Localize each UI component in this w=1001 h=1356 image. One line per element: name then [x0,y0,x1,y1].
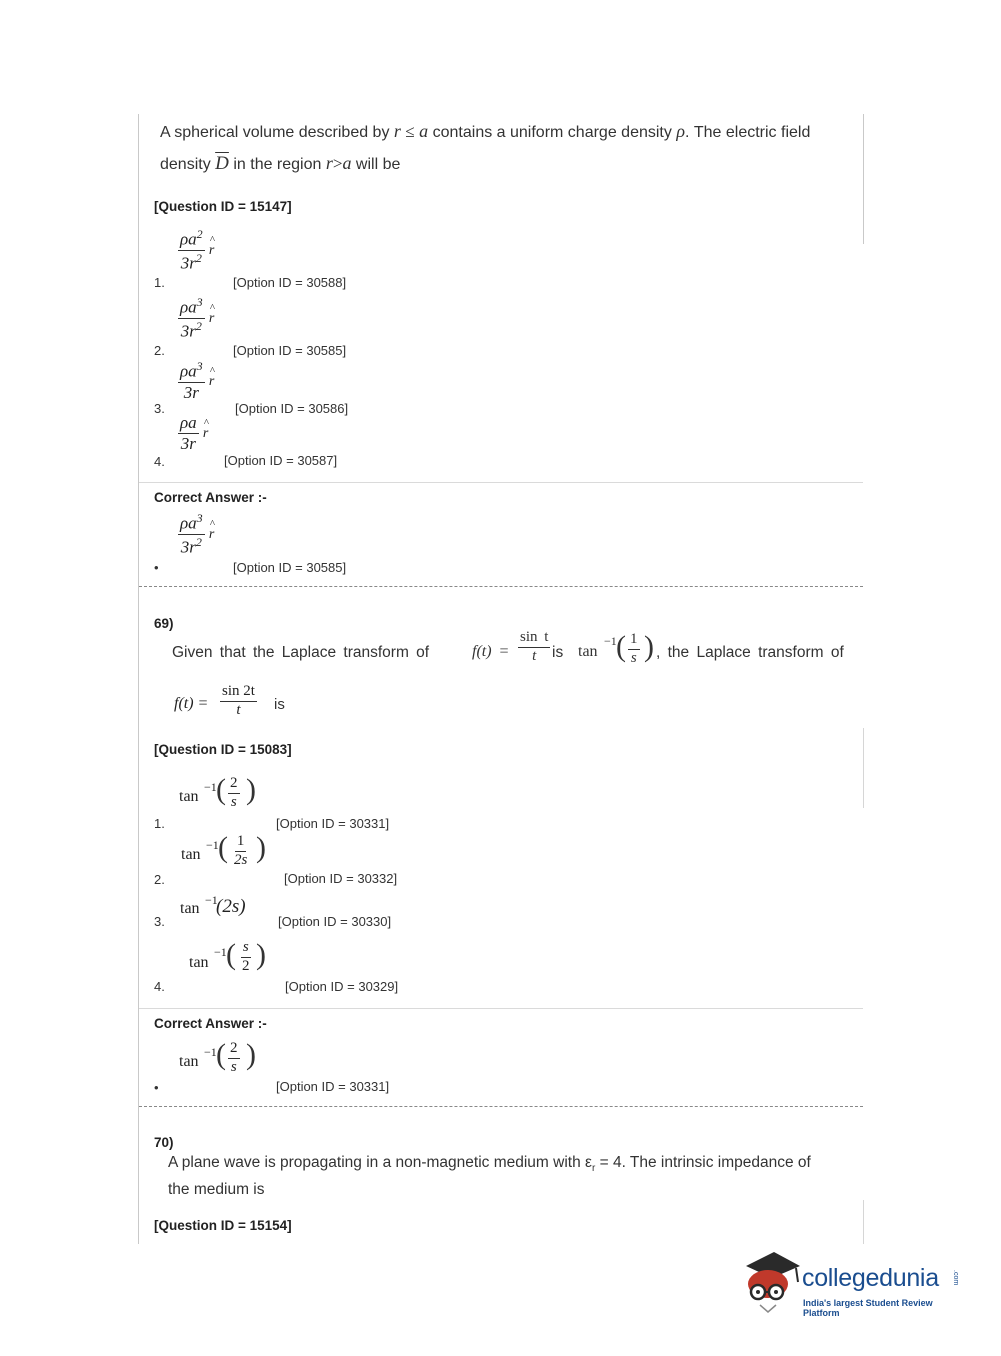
option-number: 4. [154,979,165,994]
option-number: 3. [154,401,165,416]
option-id: [Option ID = 30588] [233,275,347,290]
option-2[interactable]: 2. tan −1 ( $\frac{1}{2s}$ ) [Option ID = 30332] [154,831,398,887]
option-3[interactable]: 3. tan −1 (2s) [Option ID = 30330] [154,893,392,929]
option-id: [Option ID = 30330] [278,914,392,929]
page-frame-right-border [863,114,864,244]
collegedunia-logo[interactable] [740,1250,970,1320]
option-formula: $\frac{\rho a}{3r}$ ^ r [178,414,208,453]
bullet: • [154,560,159,575]
question-number: 69) [154,616,174,631]
option-id: [Option ID = 30329] [285,979,399,994]
option-fraction: $\frac{s}{2}$ [242,939,250,974]
logo-wordmark: collegedunia [802,1264,939,1292]
question-number: 70) [154,1135,174,1150]
tan-label: tan [179,788,199,805]
bullet: • [154,1080,159,1095]
answer-fraction: $\frac{2}{s}$ [230,1040,238,1075]
option-number: 2. [154,872,165,887]
option-number: 2. [154,343,165,358]
option-number: 1. [154,816,165,831]
option-1[interactable] [154,226,554,292]
question-separator [139,586,863,587]
question-id: [Question ID = 15147] [154,199,292,214]
option-id: [Option ID = 30332] [284,871,398,886]
option-id: [Option ID = 30331] [276,1079,390,1094]
option-formula: $\frac{\rho a^2}{3r^2}$ ^ r [178,228,214,272]
tan-label: tan [181,846,201,863]
option-4[interactable]: 4. tan −1 ( $\frac{s}{2}$ ) [Option ID = 30329] [154,938,399,994]
option-fraction: $\frac{2}{s}$ [230,775,238,810]
tan-label: tan [179,1053,199,1070]
option-number: 1. [154,275,165,290]
divider [139,482,863,483]
option-3[interactable] [154,360,554,418]
option-id: [Option ID = 30587] [224,453,338,468]
option-number: 4. [154,454,165,469]
option-formula: $\frac{\rho a^3}{3r}$ ^ r [178,360,214,401]
tan-label: tan [180,900,200,917]
option-4[interactable] [154,414,554,470]
option-argument: (2s) [216,896,246,917]
logo-tld: .com [952,1270,959,1286]
correct-answer [154,512,554,578]
page-frame-right-border [863,1200,864,1244]
question-id: [Question ID = 15154] [154,1218,292,1233]
tan-label: tan [189,954,209,971]
question-separator [139,1106,863,1107]
page-frame-left-border [138,114,139,1244]
option-id: [Option ID = 30585] [233,343,347,358]
logo-tagline: India's largest Student Review Platform [803,1298,933,1318]
question-69-function: f(t) = $\frac{\sin 2t}{t}$ is [174,683,285,718]
option-id: [Option ID = 30585] [233,560,347,575]
question-70-text: A plane wave is propagating in a non-magnetic medium with $\varepsilon_r = 4$. The intrinsic impedance of the medium is [168,1154,811,1199]
page-frame-right-border [863,728,864,808]
correct-answer-label: Correct Answer :- [154,490,267,505]
option-2[interactable] [154,294,554,358]
question-68-text: A spherical volume described by r ≤ a contains a uniform charge density ρ. The electric field density $\overline{D}$ in the region r>a will be [160,121,811,174]
correct-answer-label: Correct Answer :- [154,1016,267,1031]
option-number: 3. [154,914,165,929]
option-1[interactable]: 1. tan −1 ( $\frac{2}{s}$ ) [Option ID = 30331] [154,773,390,831]
option-id: [Option ID = 30331] [276,816,390,831]
correct-answer: • tan −1 ( $\frac{2}{s}$ ) [Option ID = 30331] [154,1038,390,1095]
option-id: [Option ID = 30586] [235,401,349,416]
option-fraction: $\frac{1}{2s}$ [234,833,248,868]
divider [139,1008,863,1009]
mascot-icon [740,1250,802,1316]
option-formula: $\frac{\rho a^3}{3r^2}$ ^ r [178,296,214,340]
question-69-text: Given that the Laplace transform of f(t) = $\frac{\text{sin t}}{t}$ is tan −1 ( $\frac{1}{s}$ ) , the Laplace transform of [172,629,844,666]
answer-formula: $\frac{\rho a^3}{3r^2}$ ^ r [178,512,214,556]
question-id: [Question ID = 15083] [154,742,292,757]
